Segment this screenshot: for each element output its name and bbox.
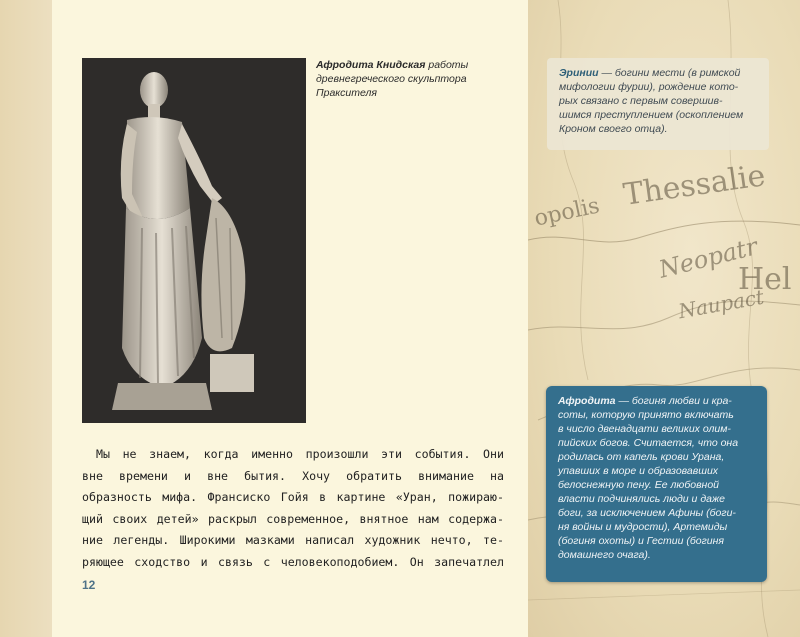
caption-text-1: работы: [425, 59, 469, 71]
erinyes-line: — богини мести (в римской: [598, 67, 741, 79]
body-line: щий своих детей» раскрыл современное, внятное нам содержа-: [82, 511, 504, 526]
aphrodite-line: белоснежную пену. Ее любовной: [558, 479, 720, 491]
page-number: 12: [82, 578, 96, 592]
caption-text-3: Праксителя: [316, 87, 377, 99]
body-line: ние легенды. Широкими мазками написал художник нечто, те-: [82, 533, 504, 548]
photo-caption: [316, 58, 506, 100]
aphrodite-line: соты, которую принято включать: [558, 409, 734, 421]
map-label-thessalie: Thessalie: [621, 158, 768, 213]
aphrodite-line: боги, за исключением Афины (боги-: [558, 507, 736, 519]
body-line: образность мифа. Франсиско Гойя в картине «Уран, пожираю-: [82, 490, 504, 505]
erinyes-line: мифологии фурии), рождение кото-: [559, 81, 739, 93]
body-paragraph: [82, 444, 504, 574]
caption-title: Афродита Книдская: [316, 59, 426, 71]
body-line: вне времени и вне бытия. Хочу обратить внимание на: [82, 468, 504, 483]
aphrodite-line: власти подчинялись люди и даже: [558, 493, 726, 505]
aphrodite-line: (богиня охоты) и Гестии (богиня: [558, 535, 725, 547]
map-label-neopatr: Neopatr: [656, 232, 761, 284]
aphrodite-line: домашнего очага).: [558, 549, 651, 561]
body-line: ряющее сходство и связь с человекоподобием. Он запечатлел: [82, 554, 504, 569]
aphrodite-line: — богиня любви и кра-: [615, 395, 732, 407]
map-label-hel: Hel: [738, 262, 792, 297]
erinyes-line: Кроном своего отца).: [559, 123, 668, 135]
body-line: Мы не знаем, когда именно произошли эти события. Они: [96, 447, 504, 461]
aphrodite-line: родилась от капель крови Урана,: [558, 451, 725, 463]
map-margin-left: [0, 0, 52, 637]
aphrodite-line: в число двенадцати великих олим-: [558, 423, 731, 435]
caption-text-2: древнегреческого скульптора: [316, 73, 467, 85]
erinyes-note-box: [547, 58, 769, 150]
aphrodite-line: ня войны и мудрости), Артемиды: [558, 521, 728, 533]
aphrodite-note-box: [546, 386, 767, 582]
aphrodite-line: пийских богов. Считается, что она: [558, 437, 739, 449]
aphrodite-term: Афродита: [558, 395, 616, 407]
aphrodite-statue-photo: [82, 58, 306, 423]
erinyes-line: шимся преступлением (оскоплением: [559, 109, 744, 121]
map-label-opolis: opolis: [532, 193, 602, 232]
map-label-naupact: Naupact: [676, 284, 766, 324]
erinyes-term: Эринии: [559, 67, 599, 79]
erinyes-line: рых связано с первым совершив-: [559, 95, 723, 107]
aphrodite-line: упавших в море и образовавших: [558, 465, 719, 477]
